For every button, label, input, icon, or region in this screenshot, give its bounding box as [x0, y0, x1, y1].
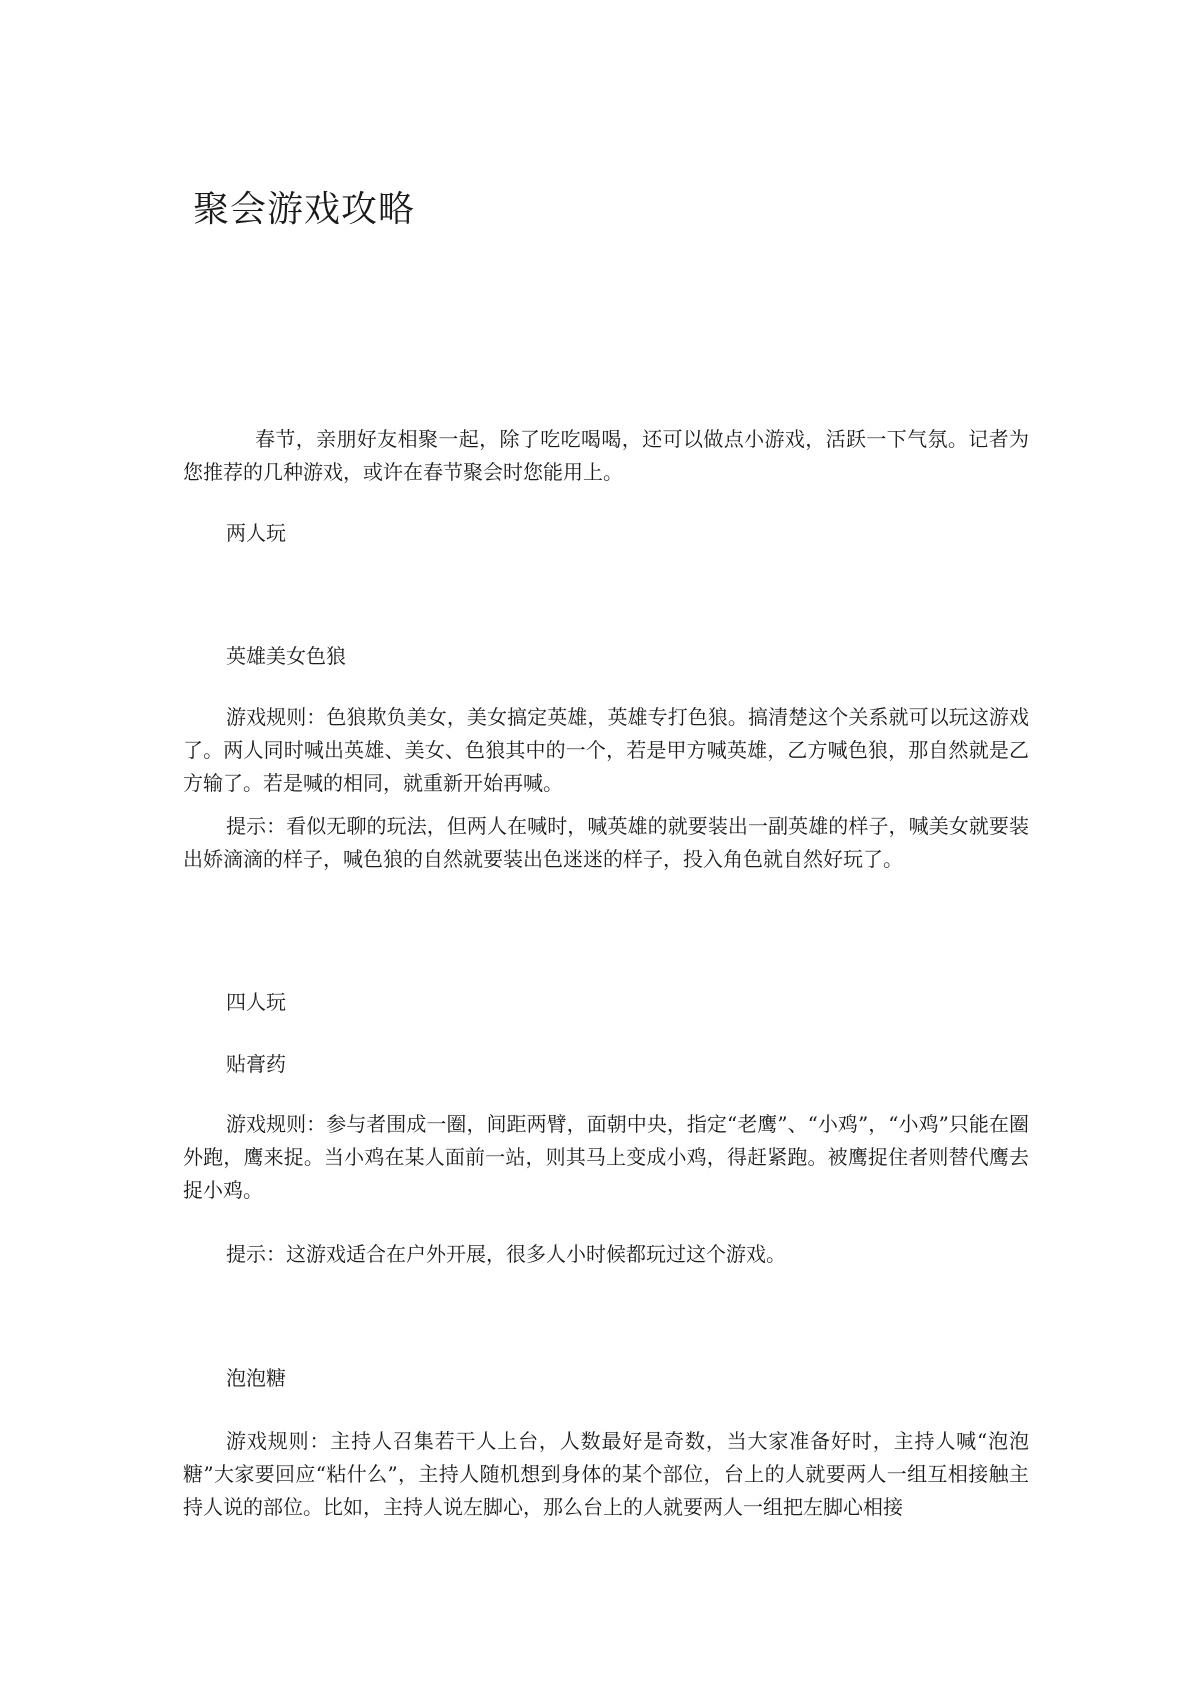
game-rule-hero-beauty-wolf: 游戏规则：色狼欺负美女，美女搞定英雄，英雄专打色狼。搞清楚这个关系就可以玩这游戏了。两人同时喊出英雄、美女、色狼其中的一个，若是甲方喊英雄，乙方喊色狼，那自然就是乙方输了。若是喊的相同，就重新开始再喊。 [183, 705, 1029, 795]
section-heading-two-players: 两人玩 [226, 521, 286, 545]
game-title-hero-beauty-wolf: 英雄美女色狼 [226, 644, 346, 668]
section-heading-four-players: 四人玩 [226, 990, 286, 1014]
game-rule-plaster: 游戏规则：参与者围成一圈，间距两臂，面朝中央，指定“老鹰”、“小鸡”，“小鸡”只能在圈外跑，鹰来捉。当小鸡在某人面前一站，则其马上变成小鸡，得赶紧跑。被鹰捉住者则替代鹰去捉小鸡。 [183, 1112, 1029, 1202]
intro-paragraph: 春节，亲朋好友相聚一起，除了吃吃喝喝，还可以做点小游戏，活跃一下气氛。记者为您推荐的几种游戏，或许在春节聚会时您能用上。 [183, 427, 1029, 484]
game-tip-hero-beauty-wolf: 提示：看似无聊的玩法，但两人在喊时，喊英雄的就要装出一副英雄的样子，喊美女就要装出娇滴滴的样子，喊色狼的自然就要装出色迷迷的样子，投入角色就自然好玩了。 [183, 814, 1029, 871]
game-title-bubble-gum: 泡泡糖 [226, 1366, 286, 1390]
game-tip-plaster: 提示：这游戏适合在户外开展，很多人小时候都玩过这个游戏。 [226, 1242, 786, 1266]
page-title: 聚会游戏攻略 [193, 189, 416, 230]
game-title-plaster: 贴膏药 [226, 1052, 286, 1076]
game-rule-bubble-gum: 游戏规则：主持人召集若干人上台，人数最好是奇数，当大家准备好时，主持人喊“泡泡糖”大家要回应“粘什么”，主持人随机想到身体的某个部位，台上的人就要两人一组互相接触主持人说的部位。比如，主持人说左脚心，那么台上的人就要两人一组把左脚心相接 [183, 1429, 1029, 1519]
